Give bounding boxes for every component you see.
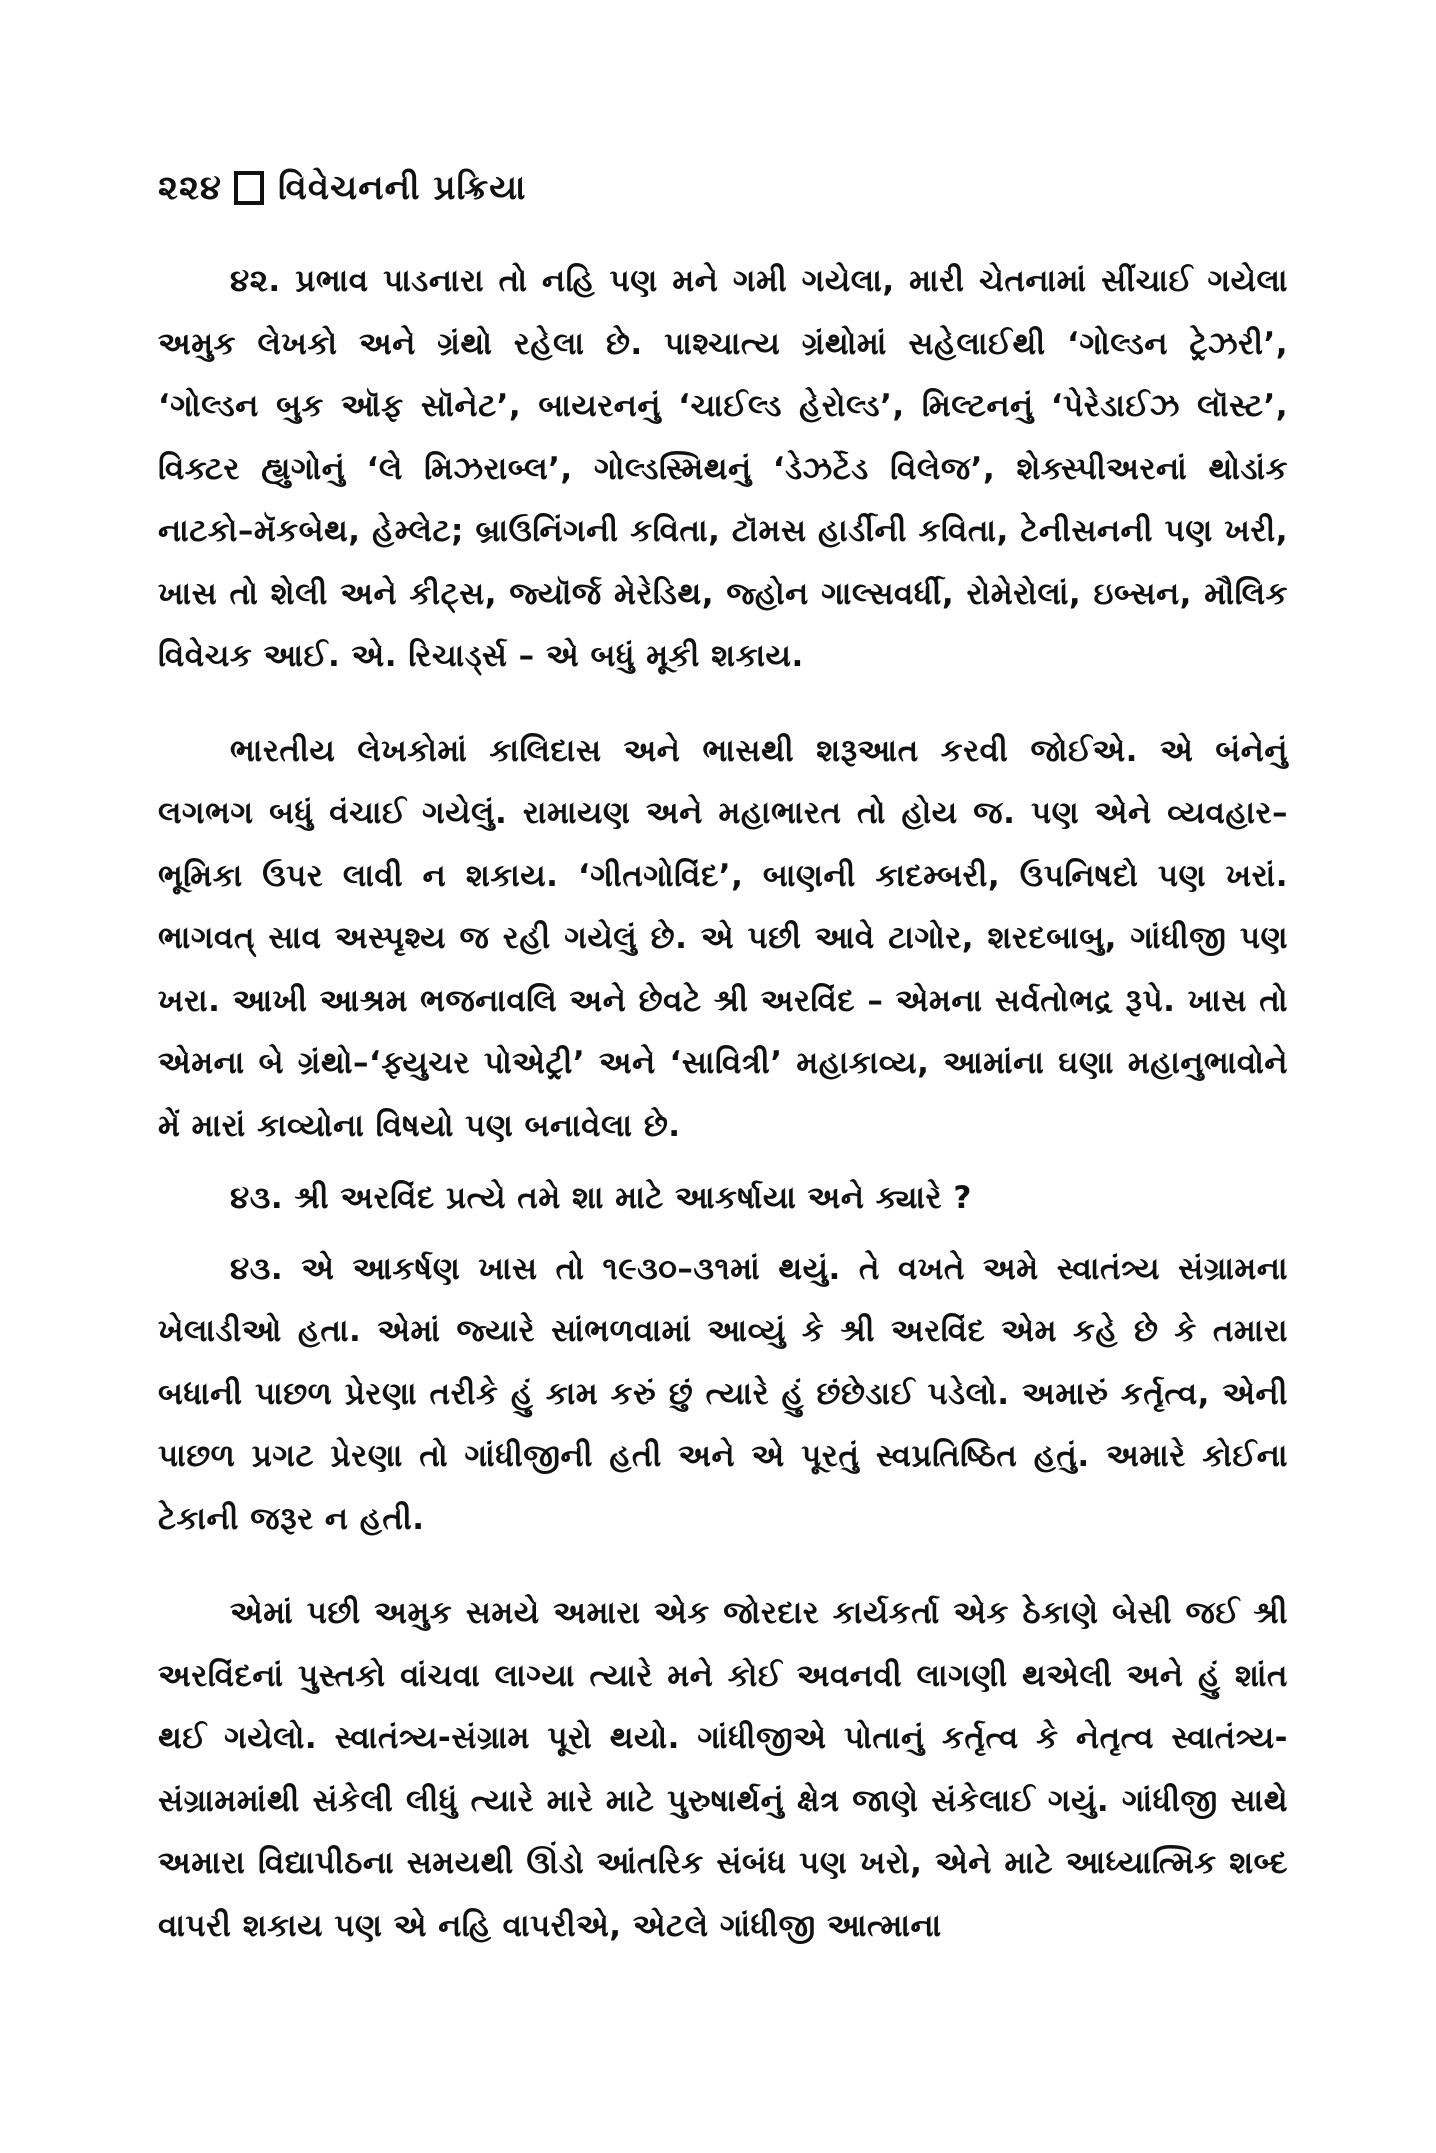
- answer-43: ૪૩. એ આકર્ષણ ખાસ તો ૧૯૩૦–૩૧માં થયું. તે વખતે અમે સ્વાતંત્ર્ય સંગ્રામના ખેલાડીઓ હતા. એમાં જ્યારે સાંભળવામાં આવ્યું કે શ્રી અરવિંદ એમ કહે છે કે તમારા બધાની પાછળ પ્રેરણા તરીકે હું કામ કરું છું ત્યારે હું છંછેડાઈ પડેલો. અમારું કર્તૃત્વ, એની પાછળ પ્રગટ પ્રેરણા તો ગાંધીજીની હતી અને એ પૂરતું સ્વપ્રતિષ્ઠિત હતું. અમારે કોઈના ટેકાની જરૂર ન હતી.: [158, 1250, 1288, 1537]
- paragraph-indian-authors: ભારતીય લેખકોમાં કાલિદાસ અને ભાસથી શરૂઆત કરવી જોઈએ. એ બંનેનું લગભગ બધું વંચાઈ ગયેલું. રામાયણ અને મહાભારત તો હોય જ. પણ એને વ્યવહાર–ભૂમિકા ઉપર લાવી ન શકાય. ‘ગીતગોવિંદ’, બાણની કાદમ્બરી, ઉપનિષદો પણ ખરાં. ભાગવત્ સાવ અસ્પૃશ્ય જ રહી ગયેલું છે. એ પછી આવે ટાગોર, શરદબાબુ, ગાંધીજી પણ ખરા. આખી આશ્રમ ભજનાવલિ અને છેવટે શ્રી અરવિંદ – એમના સર્વતોભદ્ર રૂપે. ખાસ તો એમના બે ગ્રંથો–‘ફ્યુચર પોએટ્રી’ અને ‘સાવિત્રી’ મહાકાવ્ય, આમાંના ઘણા મહાનુભાવોને મેં મારાં કાવ્યોના વિષયો પણ બનાવેલા છે.: [158, 732, 1288, 1144]
- page-body: [158, 250, 1288, 1957]
- running-title: વિવેચનની પ્રક્રિયા: [278, 168, 527, 208]
- page-number: ૨૨૪: [158, 168, 222, 208]
- paragraph-continuation: એમાં પછી અમુક સમયે અમારા એક જોરદાર કાર્યકર્તા એક ઠેકાણે બેસી જઈ શ્રી અરવિંદનાં પુસ્તકો વાંચવા લાગ્યા ત્યારે મને કોઈ અવનવી લાગણી થએલી અને હું શાંત થઈ ગયેલો. સ્વાતંત્ર્ય-સંગ્રામ પૂરો થયો. ગાંધીજીએ પોતાનું કર્તૃત્વ કે નેતૃત્વ સ્વાતંત્ર્ય-સંગ્રામમાંથી સંકેલી લીધું ત્યારે મારે માટે પુરુષાર્થનું ક્ષેત્ર જાણે સંકેલાઈ ગયું. ગાંધીજી સાથે અમારા વિદ્યાપીઠના સમયથી ઊંડો આંતરિક સંબંધ પણ ખરો, એને માટે આધ્યાત્મિક શબ્દ વાપરી શકાય પણ એ નહિ વાપરીએ, એટલે ગાંધીજી આત્માના: [158, 1595, 1288, 1944]
- paragraph-42: ૪૨. પ્રભાવ પાડનારા તો નહિ પણ મને ગમી ગયેલા, મારી ચેતનામાં સીંચાઈ ગયેલા અમુક લેખકો અને ગ્રંથો રહેલા છે. પાશ્ચાત્ય ગ્રંથોમાં સહેલાઈથી ‘ગોલ્ડન ટ્રેઝરી’, ‘ગોલ્ડન બુક ઑફ સૉનેટ’, બાયરનનું ‘ચાઈલ્ડ હેરોલ્ડ’, મિલ્ટનનું ‘પેરેડાઈઝ લૉસ્ટ’, વિક્ટર હ્યુગોનું ‘લે મિઝરાબ્લ’, ગોલ્ડસ્મિથનું ‘ડેઝર્ટેડ વિલેજ’, શેક્સ્પીઅરનાં થોડાંક નાટકો–મૅકબેથ, હેમ્લેટ; બ્રાઉનિંગની કવિતા, ટૉમસ હાર્ડીની કવિતા, ટેનીસનની પણ ખરી, ખાસ તો શેલી અને કીટ્સ, જ્યૉર્જ મેરેડિથ, જ્હોન ગાલ્સવર્ધી, રોમેરોલાં, ઇબ્સન, મૌલિક વિવેચક આઈ. એ. રિચાર્ડ્સ – એ બધું મૂકી શકાય.: [158, 263, 1288, 674]
- question-43: ૪૩. શ્રી અરવિંદ પ્રત્યે તમે શા માટે આકર્ષાયા અને ક્યારે ?: [230, 1180, 972, 1216]
- page-header: [158, 160, 526, 216]
- square-ornament-icon: [234, 171, 264, 205]
